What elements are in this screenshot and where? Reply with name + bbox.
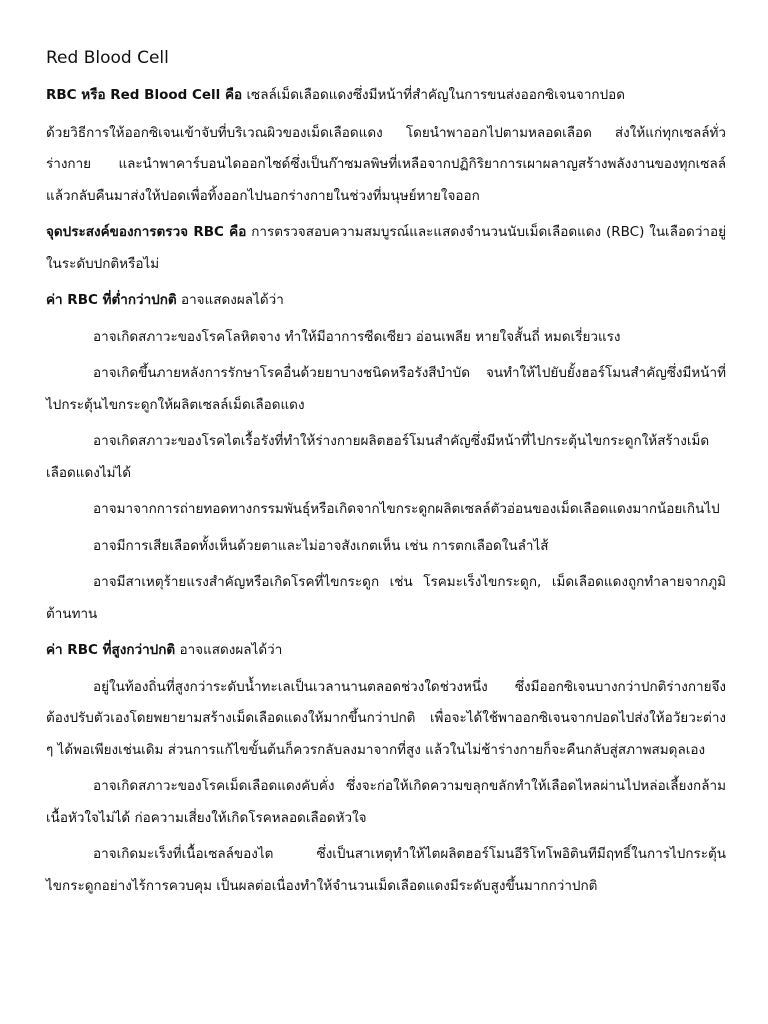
purpose-lead: จุดประสงค์ของการตรวจ RBC คือ xyxy=(46,224,247,240)
low-item: อาจมีการเสียเลือดทั้งเห็นด้วยตาและไม่อาจสังเกตเห็น เช่น การตกเลือดในลำไส้ xyxy=(93,537,549,554)
intro-lead-rest: เซลล์เม็ดเลือดแดงซึ่งมีหน้าที่สำคัญในการขนส่งออกซิเจนจากปอด xyxy=(242,87,626,103)
purpose-paragraph xyxy=(46,217,726,280)
low-heading-label: ค่า RBC ที่ต่ำกว่าปกติ xyxy=(46,292,177,308)
page-title: Red Blood Cell xyxy=(46,48,169,68)
purpose-text: การตรวจสอบความสมบูรณ์และแสดงจำนวนนับเม็ดเลือดแดง (RBC) ในเลือดว่าอยู่ในระดับปกติหรือไม่ xyxy=(46,224,726,272)
intro-first-line xyxy=(46,80,726,112)
low-item: อาจเกิดสภาวะของโรคไตเรื้อรังที่ทำให้ร่างกายผลิตฮอร์โมนสำคัญซึ่งมีหน้าที่ไปกระตุ้นไขกระดูกให้สร้างเม็ดเลือดแดงไม่ได้ xyxy=(46,433,710,481)
intro-body: ด้วยวิธีการให้ออกซิเจนเข้าจับที่บริเวณผิวของเม็ดเลือดแดง โดยนำพาออกไปตามหลอดเลือด ส่งให้แก่ทุกเซลล์ทั่วร่างกาย และนำพาคาร์บอนไดออกไซด์ซึ่งเป็นก๊าซมลพิษที่เหลือจากปฏิกิริยาการเผาผลาญสร้างพลังงานของทุกเซลล์แล้วกลับคืนมาส่งให้ปอดเพื่อทิ้งออกไปนอกร่างกายในช่วงที่มนุษย์หายใจออก xyxy=(46,124,726,204)
high-item: อาจเกิดสภาวะของโรคเม็ดเลือดแดงคับคั่ง ซึ่งจะก่อให้เกิดความขลุกขลักทำให้เลือดไหลผ่านไปหล่อเลี้ยงกล้ามเนื้อหัวใจไม่ได้ ก่อความเสี่ยงให้เกิดโรคหลอดเลือดหัวใจ xyxy=(46,778,726,826)
high-item: อาจเกิดมะเร็งที่เนื้อเซลล์ของไต ซึ่งเป็นสาเหตุทำให้ไตผลิตฮอร์โมนอีริโทโพอิตินทีมีฤทธิ์ในการไปกระตุ้นไขกระดูกอย่างไร้การควบคุม เป็นผลต่อเนื่องทำให้จำนวนเม็ดเลือดแดงมีระดับสูงขึ้นมากกว่าปกติ xyxy=(46,846,726,894)
low-heading-rest: อาจแสดงผลได้ว่า xyxy=(176,292,284,308)
low-item: อาจเกิดขึ้นภายหลังการรักษาโรคอื่นด้วยยาบางชนิดหรือรังสีบำบัด จนทำให้ไปยับยั้งฮอร์โมนสำคัญซึ่งมีหน้าที่ไปกระตุ้นไขกระดูกให้ผลิตเซลล์เม็ดเลือดแดง xyxy=(46,365,726,413)
low-heading xyxy=(46,285,726,317)
document-page xyxy=(46,44,726,907)
low-item: อาจมีสาเหตุร้ายแรงสำคัญหรือเกิดโรคที่ไขกระดูก เช่น โรคมะเร็งไขกระดูก, เม็ดเลือดแดงถูกทำลายจากภูมิต้านทาน xyxy=(46,574,726,622)
high-heading-label: ค่า RBC ที่สูงกว่าปกติ xyxy=(46,642,176,658)
high-heading xyxy=(46,635,726,667)
low-item: อาจมาจากการถ่ายทอดทางกรรมพันธุ์หรือเกิดจากไขกระดูกผลิตเซลล์ตัวอ่อนของเม็ดเลือดแดงมากน้อยเกินไป xyxy=(93,501,720,517)
intro-lead: RBC หรือ Red Blood Cell คือ xyxy=(46,87,243,103)
low-item: อาจเกิดสภาวะของโรคโลหิตจาง ทำให้มีอาการซีดเซียว อ่อนเพลีย หายใจสั้นถี่ หมดเรี่ยวแรง xyxy=(93,328,621,345)
high-heading-rest: อาจแสดงผลได้ว่า xyxy=(175,642,283,658)
high-item: อยู่ในท้องถิ่นที่สูงกว่าระดับน้ำทะเลเป็นเวลานานตลอดช่วงใดช่วงหนึ่ง ซึ่งมีออกซิเจนบางกว่าปกติร่างกายจึงต้องปรับตัวเองโดยพยายามสร้างเม็ดเลือดแดงให้มากขึ้นกว่าปกติ เพื่อจะได้ใช้พาออกซิเจนจากปอดไปส่งให้อวัยวะต่าง ๆ ได้พอเพียงเช่นเดิม ส่วนการแก้ไขขั้นต้นก็ควรกลับลงมาจากที่สูง แล้วในไม่ช้าร่างกายก็จะคืนกลับสู่สภาพสมดุลเอง xyxy=(46,678,726,758)
